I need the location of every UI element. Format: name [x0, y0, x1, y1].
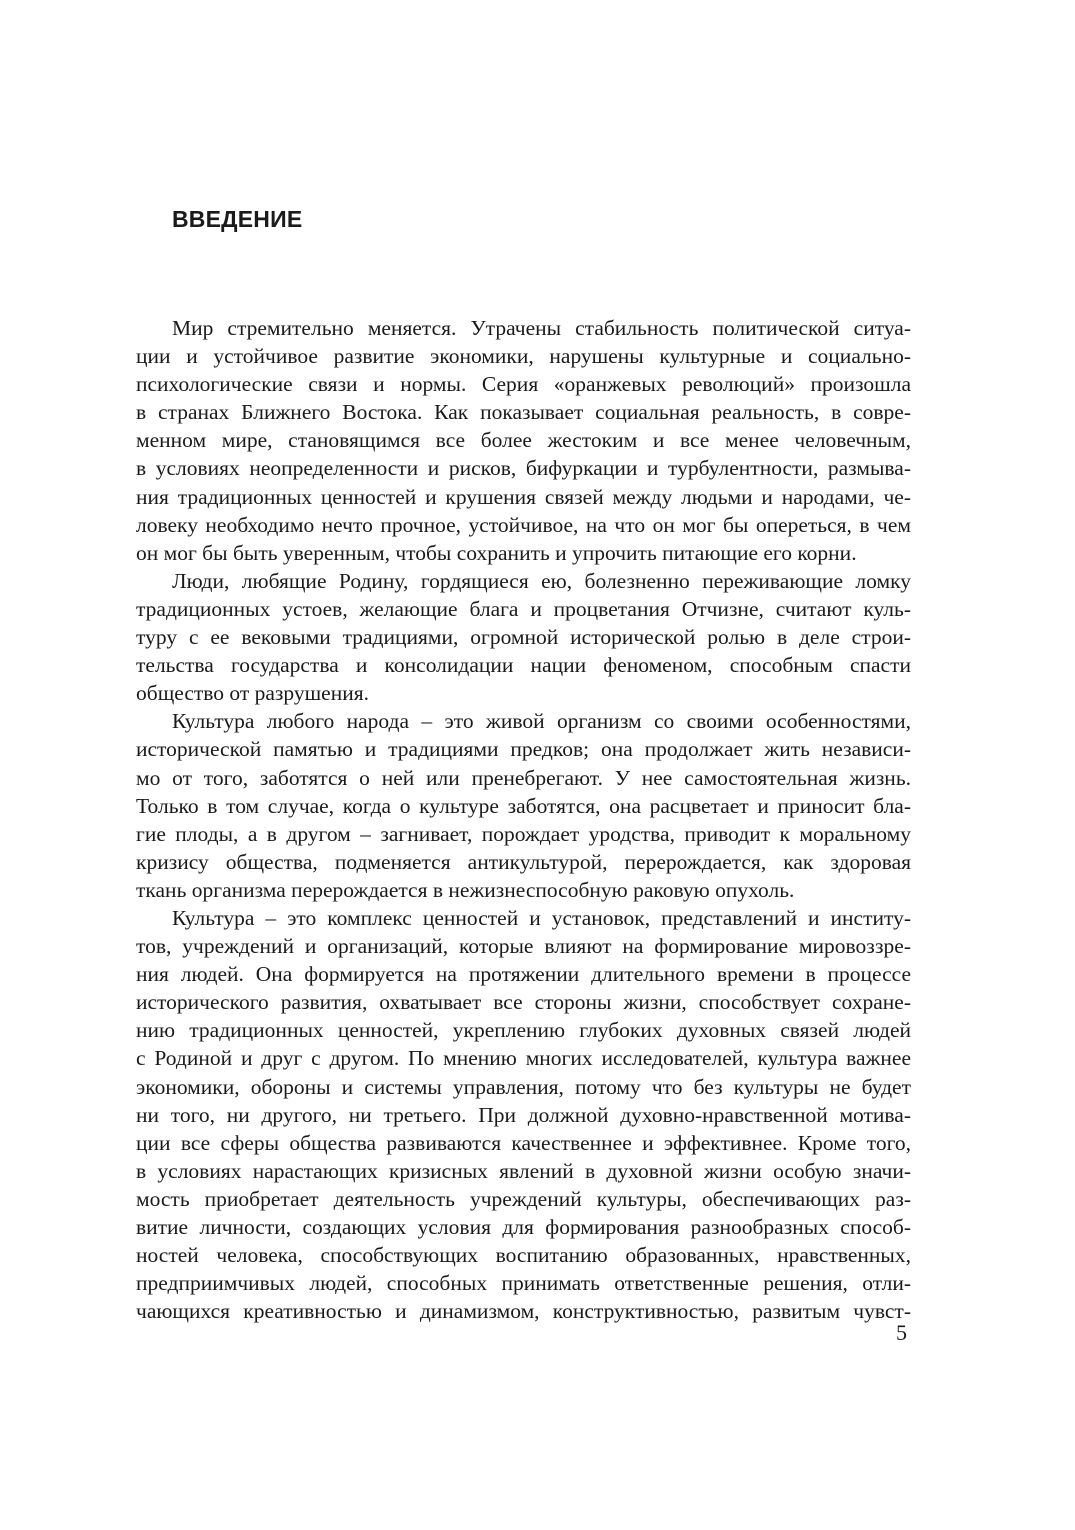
text-line: менном мире, становящимся все более жестоким и все менее человечным, [136, 428, 911, 453]
text-line: ния традиционных ценностей и крушения связей между людьми и народами, че- [136, 484, 911, 509]
text-line: Люди, любящие Родину, гордящиеся ею, болезненно переживающие ломку [172, 568, 911, 593]
text-line: в условиях неопределенности и рисков, бифуркации и турбулентности, размыва- [136, 456, 911, 481]
body-text [136, 314, 911, 1325]
text-line: исторического развития, охватывает все стороны жизни, способствует сохране- [136, 990, 911, 1015]
text-line: он мог бы быть уверенным, чтобы сохранить и упрочить питающие его корни. [136, 540, 857, 565]
text-line: ния людей. Она формируется на протяжении длительного времени в процессе [136, 962, 911, 987]
text-line: исторической памятью и традициями предков; она продолжает жить независи- [136, 737, 911, 762]
text-line: Культура любого народа – это живой организм со своими особенностями, [172, 709, 911, 734]
text-line: Культура – это комплекс ценностей и установок, представлений и институ- [172, 905, 911, 930]
text-line: с Родиной и друг с другом. По мнению многих исследователей, культура важнее [136, 1046, 911, 1071]
text-line: предприимчивых людей, способных принимать ответственные решения, отли- [136, 1271, 911, 1296]
text-line: ции и устойчивое развитие экономики, нарушены культурные и социально- [136, 344, 911, 369]
page-number: 5 [896, 1320, 907, 1345]
text-line: традиционных устоев, желающие блага и процветания Отчизне, считают куль- [136, 596, 911, 621]
text-line: кризису общества, подменяется антикультурой, перерождается, как здоровая [136, 849, 911, 874]
text-line: Мир стремительно меняется. Утрачены стабильность политической ситуа- [172, 316, 911, 340]
text-line: тов, учреждений и организаций, которые влияют на формирование мировоззре- [136, 934, 911, 959]
text-line: в условиях нарастающих кризисных явлений в духовной жизни особую значи- [136, 1158, 911, 1183]
text-line: мо от того, заботятся о ней или пренебрегают. У нее самостоятельная жизнь. [136, 765, 911, 790]
text-line: ткань организма перерождается в нежизнеспособную раковую опухоль. [136, 877, 795, 902]
text-line: ни того, ни другого, ни третьего. При должной духовно-нравственной мотива- [136, 1102, 911, 1127]
text-line: психологические связи и нормы. Серия «оранжевых революций» произошла [136, 372, 911, 397]
text-line: тельства государства и консолидации нации феноменом, способным спасти [136, 653, 911, 678]
text-line: нию традиционных ценностей, укреплению глубоких духовных связей людей [136, 1018, 911, 1043]
text-line: мость приобретает деятельность учреждений культуры, обеспечивающих раз- [136, 1186, 911, 1211]
text-line: в странах Ближнего Востока. Как показывает социальная реальность, в совре- [136, 400, 911, 425]
text-line: витие личности, создающих условия для формирования разнообразных способ- [136, 1215, 911, 1239]
text-line: ностей человека, способствующих воспитанию образованных, нравственных, [136, 1243, 911, 1268]
text-line: туру с ее вековыми традициями, огромной исторической ролью в деле строи- [136, 625, 911, 650]
text-line: чающихся креативностью и динамизмом, конструктивностью, развитым чувст- [136, 1299, 911, 1324]
section-heading: ВВЕДЕНИЕ [172, 206, 303, 232]
text-line: ловеку необходимо нечто прочное, устойчивое, на что он мог бы опереться, в чем [136, 512, 911, 537]
text-line: Только в том случае, когда о культуре заботятся, она расцветает и приносит бла- [136, 793, 911, 818]
text-line: гие плоды, а в другом – загнивает, порождает уродства, приводит к моральному [136, 821, 911, 846]
text-line: экономики, обороны и системы управления, потому что без культуры не будет [136, 1074, 911, 1099]
text-line: общество от разрушения. [136, 681, 370, 706]
text-line: ции все сферы общества развиваются качественнее и эффективнее. Кроме того, [136, 1130, 911, 1155]
